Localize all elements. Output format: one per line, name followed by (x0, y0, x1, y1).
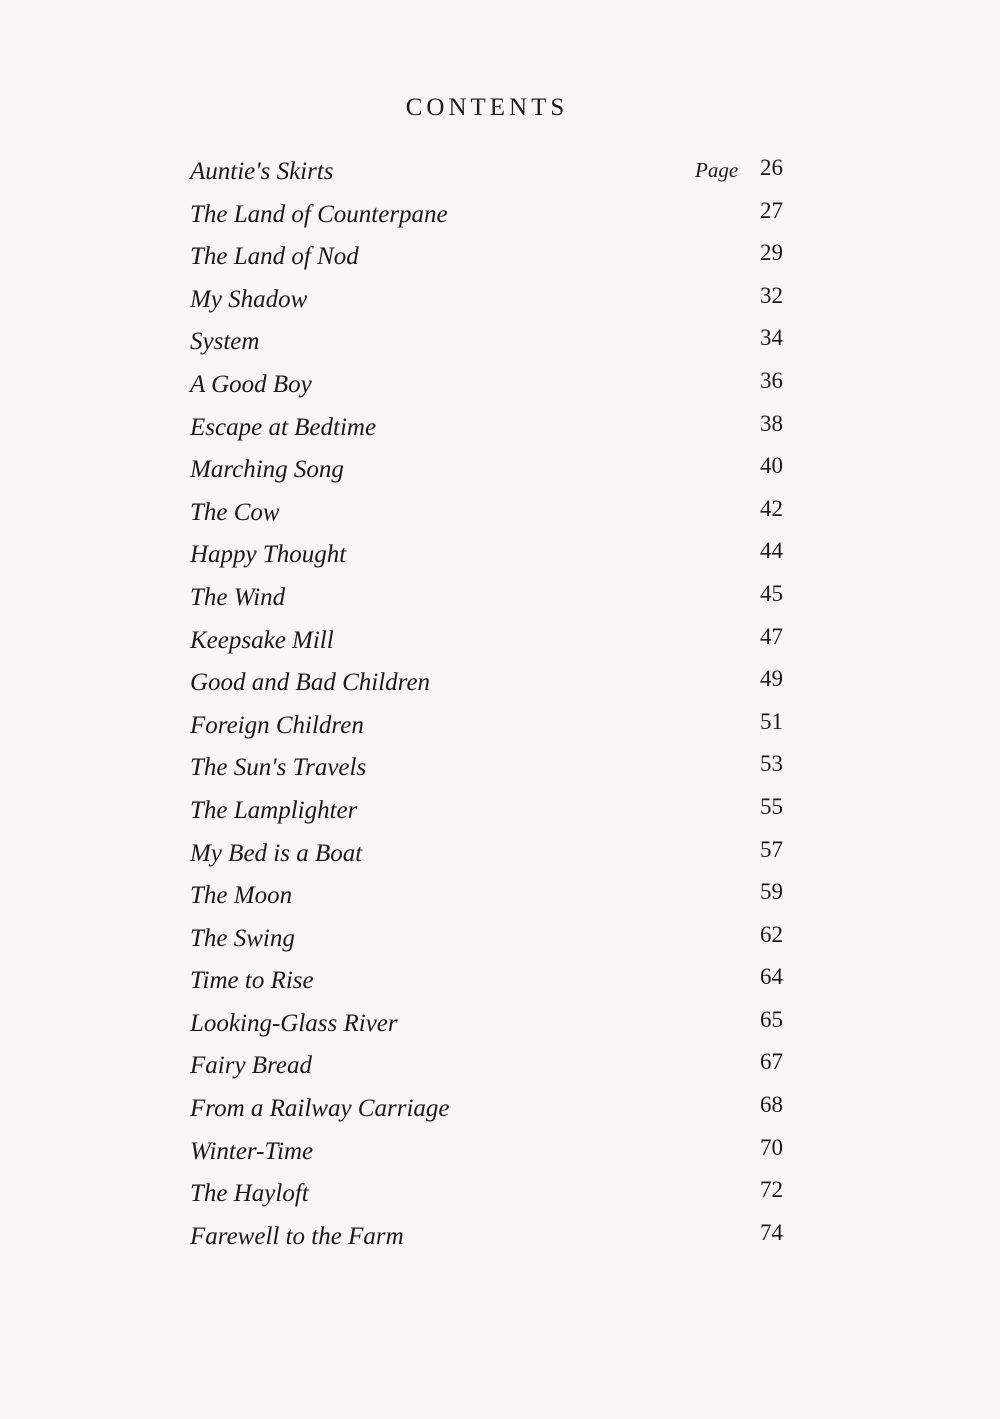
toc-entry-page-number: 40 (760, 453, 783, 479)
toc-entry (190, 363, 800, 406)
toc-entry-page-number: 51 (760, 708, 783, 734)
toc-entry-title: The Swing (190, 924, 295, 952)
toc-entry-title: The Hayloft (190, 1180, 309, 1208)
toc-entry (190, 448, 800, 491)
toc-entry (190, 533, 800, 576)
toc-entry (190, 874, 800, 917)
page-title: CONTENTS (405, 94, 569, 121)
toc-entry (190, 661, 800, 704)
toc-entry-page-number: 65 (760, 1006, 783, 1032)
toc-entry-page-number: 70 (760, 1134, 783, 1160)
toc-entry-title: Farewell to the Farm (190, 1222, 404, 1250)
toc-entry-page-number: 42 (760, 495, 783, 521)
toc-entry (190, 789, 800, 832)
toc-entry (190, 1130, 800, 1173)
toc-entry (190, 1044, 800, 1087)
toc-entry-page-number: 59 (760, 879, 783, 905)
table-of-contents (190, 150, 800, 1257)
toc-entry-title: Time to Rise (190, 967, 314, 995)
toc-entry (190, 959, 800, 1002)
toc-entry-title: Happy Thought (190, 541, 347, 569)
toc-entry (190, 1002, 800, 1045)
toc-entry (190, 491, 800, 534)
toc-entry-page-number: 34 (760, 325, 783, 351)
toc-entry-title: The Lamplighter (190, 796, 358, 824)
toc-entry-page-number: 74 (760, 1219, 783, 1245)
toc-entry-title: My Shadow (190, 285, 308, 313)
toc-entry-page-number: 44 (760, 538, 783, 564)
toc-entry-page-number: 38 (760, 410, 783, 436)
toc-entry-page-number: 26 (760, 155, 783, 180)
toc-entry-title: Winter-Time (190, 1137, 314, 1165)
toc-entry-title: The Land of Nod (190, 243, 359, 271)
toc-entry-title: Auntie's Skirts (190, 158, 334, 185)
toc-entry-title: A Good Boy (190, 370, 312, 398)
toc-entry-page-number: 27 (760, 197, 783, 223)
toc-entry-page-number: 45 (760, 580, 783, 606)
toc-entry (190, 278, 800, 321)
toc-entry-title: System (190, 328, 260, 356)
toc-entry (190, 704, 800, 747)
toc-entry (190, 193, 800, 236)
toc-entry (190, 832, 800, 875)
toc-entry-title: The Wind (190, 583, 286, 611)
toc-entry-title: Marching Song (190, 456, 344, 484)
toc-entry-page-number: 64 (760, 964, 783, 990)
toc-entry (190, 235, 800, 278)
toc-entry-title: Looking-Glass River (190, 1009, 398, 1037)
toc-entry-page-number: 68 (760, 1092, 783, 1118)
toc-entry-title: The Cow (190, 498, 280, 526)
toc-entry (190, 917, 800, 960)
toc-entry-title: My Bed is a Boat (190, 839, 363, 867)
toc-entry-title: The Sun's Travels (190, 754, 367, 782)
toc-entry-page-number: 36 (760, 367, 783, 393)
toc-entry (190, 1215, 800, 1258)
toc-entry (190, 406, 800, 449)
toc-entry-page-number: 57 (760, 836, 783, 862)
toc-entry (190, 320, 800, 363)
toc-entry (190, 1087, 800, 1130)
toc-entry-page-number: 32 (760, 282, 783, 308)
toc-entry-title: From a Railway Carriage (190, 1095, 450, 1123)
toc-entry-page-number: 47 (760, 623, 783, 649)
toc-entry-title: Keepsake Mill (190, 626, 334, 654)
toc-entry-page-number: 72 (760, 1177, 783, 1203)
toc-entry (190, 1172, 800, 1215)
toc-entry (190, 150, 800, 193)
toc-entry-page-number: 55 (760, 793, 783, 819)
toc-entry (190, 619, 800, 662)
toc-entry-title: Foreign Children (190, 711, 364, 739)
toc-entry-title: Escape at Bedtime (190, 413, 377, 441)
toc-entry-title: The Land of Counterpane (190, 200, 448, 228)
toc-entry (190, 746, 800, 789)
toc-entry-title: The Moon (190, 882, 293, 910)
toc-entry-title: Fairy Bread (190, 1052, 312, 1080)
page-column-label: Page (695, 158, 739, 182)
toc-entry-page-number: 53 (760, 751, 783, 777)
toc-entry-page-number: 29 (760, 240, 783, 266)
toc-entry-page-number: 67 (760, 1049, 783, 1075)
toc-entry-page-number: 49 (760, 666, 783, 692)
toc-entry (190, 576, 800, 619)
toc-entry-page-number: 62 (760, 921, 783, 947)
toc-entry-title: Good and Bad Children (190, 669, 431, 697)
